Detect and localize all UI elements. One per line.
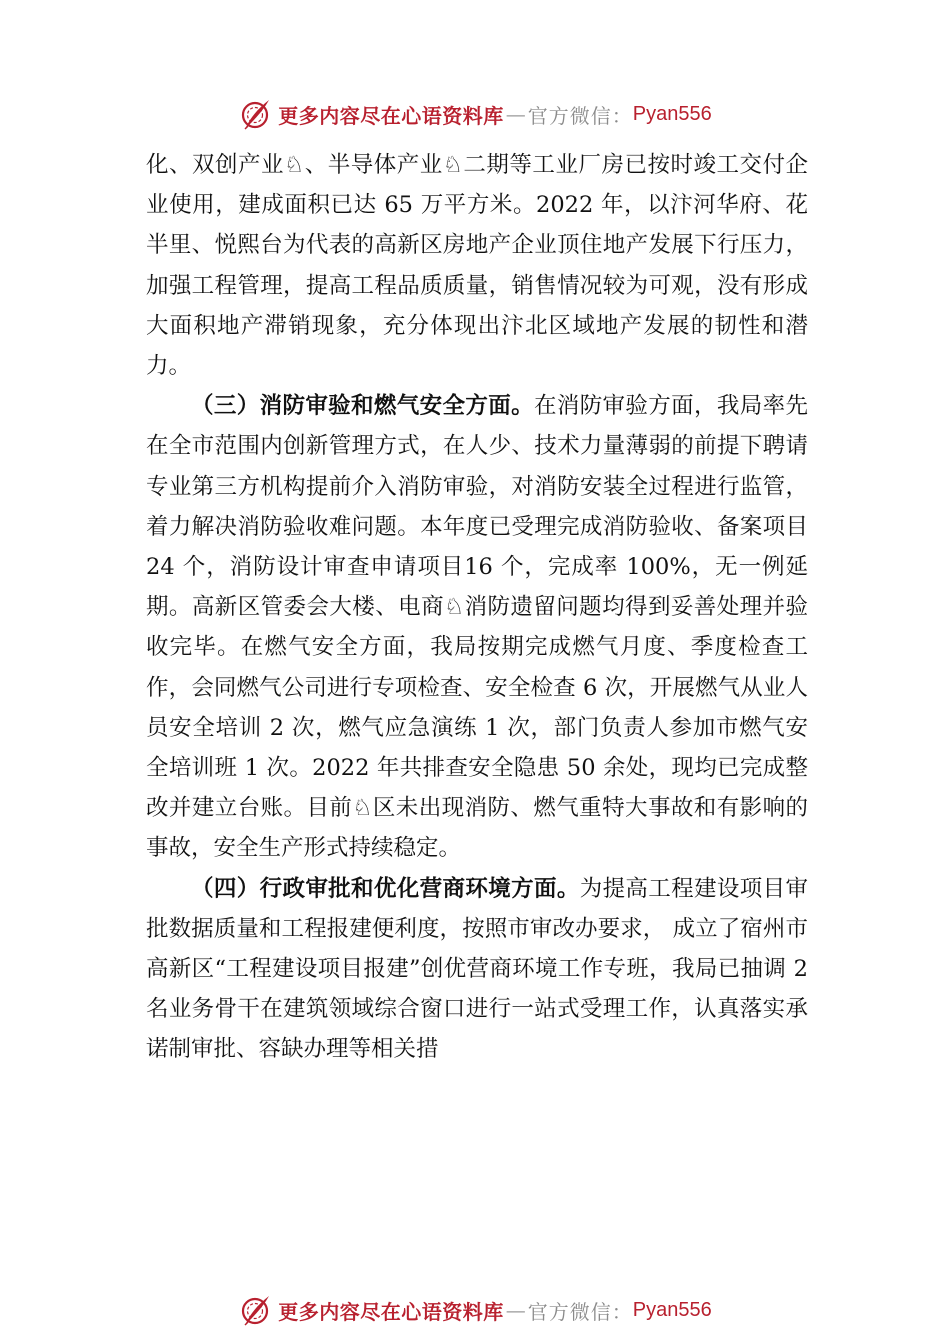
footer-wechat-id: Pyan556 [632, 1298, 712, 1321]
paragraph-fire-gas-safety [146, 386, 808, 868]
footer-library-text: 更多内容尽在心语资料库 [278, 1299, 504, 1324]
paragraph-1-text: 化、双创产业♘、半导体产业♘二期等工业厂房已按时竣工交付企业使用，建成面积已达 65 万平方米。2022 年，以汴河华府、花半里、悦熙台为代表的高新区房地产企业顶住地产发展下行压力，加强工程管理，提高工程品质质量，销售情况较为可观，没有形成大面积地产滞销现象，充分体现出汴北区域地产发展的韧性和潜力。 [146, 152, 808, 380]
section-heading-fire-gas: （三）消防审验和燃气安全方面。 [191, 393, 534, 420]
document-body [146, 145, 808, 1070]
banner-dash: — [505, 102, 526, 126]
paragraph-1 [146, 145, 808, 386]
section-heading-admin-approval: （四）行政审批和优化营商环境方面。 [191, 875, 580, 902]
paragraph-admin-approval [146, 869, 808, 1070]
banner-library-text: 更多内容尽在心语资料库 [278, 103, 504, 128]
quill-seal-logo-icon [238, 1293, 272, 1327]
quill-seal-logo-icon [238, 97, 272, 131]
header-watermark-banner [0, 96, 950, 132]
footer-wechat-label: 官方微信： [527, 1299, 633, 1324]
footer-dash: — [505, 1298, 526, 1322]
section-text-admin-approval: 为提高工程建设项目审批数据质量和工程报建便利度，按照市审改办要求， 成立了宿州市高新区“工程建设项目报建”创优营商环境工作专班，我局已抽调 2 名业务骨干在建筑领域综合窗口进行一站式受理工作，认真落实承诺制审批、容缺办理等相关措 [146, 875, 808, 1063]
banner-wechat-id: Pyan556 [632, 102, 712, 125]
section-text-fire-gas: 在消防审验方面，我局率先在全市范围内创新管理方式，在人少、技术力量薄弱的前提下聘请专业第三方机构提前介入消防审验，对消防安装全过程进行监管，着力解决消防验收难问题。本年度已受理完成消防验收、备案项目 24 个，消防设计审查申请项目16 个，完成率 100%，无一例延期。高新区管委会大楼、电商♘消防遗留问题均得到妥善处理并验收完毕。在燃气安全方面，我局按期完成燃气月度、季度检查工作，会同燃气公司进行专项检查、安全检查 6 次，开展燃气从业人员安全培训 2 次，燃气应急演练 1 次，部门负责人参加市燃气安全培训班 1 次。2022 年共排查安全隐患 50 余处，现均已完成整改并建立台账。目前♘区未出现消防、燃气重特大事故和有影响的事故，安全生产形式持续稳定。 [146, 393, 808, 862]
banner-wechat-label: 官方微信： [527, 103, 633, 128]
footer-watermark-banner [0, 1292, 950, 1328]
